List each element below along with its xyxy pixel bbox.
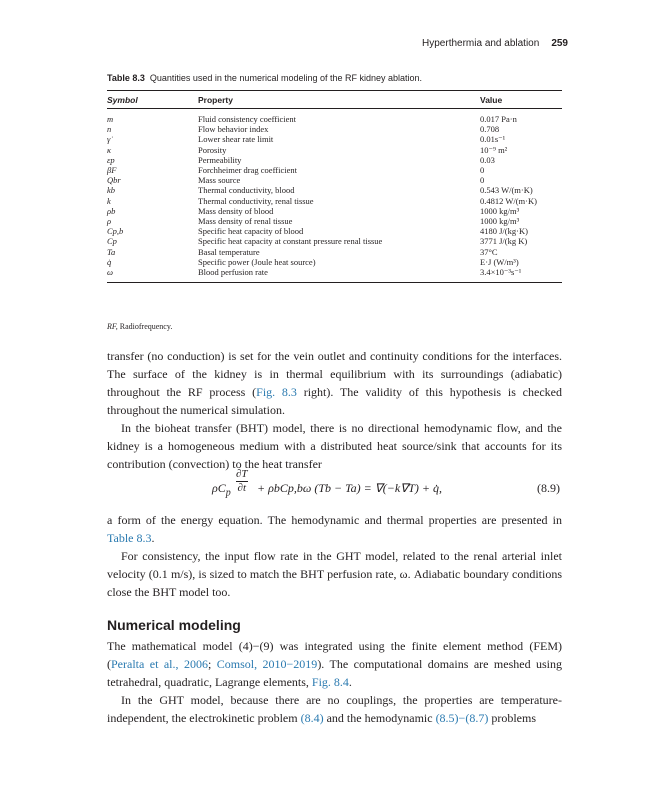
table-header-row bbox=[107, 91, 562, 109]
cell-value: 0 bbox=[480, 165, 485, 176]
equation-subscript: p bbox=[225, 487, 231, 499]
header-symbol: Symbol bbox=[107, 91, 198, 109]
table-row bbox=[107, 206, 562, 216]
paragraph-text: The mathematical model (4)−(9) was integrated using the finite element method (FEM) ( bbox=[107, 639, 562, 671]
equation-link[interactable]: (8.4) bbox=[300, 711, 324, 725]
cell-value: 10⁻⁹ m² bbox=[480, 144, 508, 155]
table-row bbox=[107, 124, 562, 134]
cell-symbol: ρ bbox=[107, 216, 112, 227]
cell-value: 0.708 bbox=[480, 124, 500, 135]
body-text-bottom bbox=[107, 637, 562, 727]
cell-property: Fluid consistency coefficient bbox=[198, 114, 297, 124]
table-row bbox=[107, 134, 562, 144]
paragraph-text: ). The computational domains are meshed using tetrahedral, quadratic, Lagrange elements, bbox=[107, 657, 563, 689]
section-title: Numerical modeling bbox=[107, 617, 241, 633]
cell-property: Mass source bbox=[198, 175, 241, 186]
equation-link[interactable]: (8.5)−(8.7) bbox=[435, 711, 489, 725]
equation-term: ρC bbox=[212, 481, 226, 495]
cell-symbol: Qbr bbox=[107, 175, 121, 186]
cell-value: 0.4812 W/(m·K) bbox=[480, 195, 537, 206]
cell-property: Porosity bbox=[198, 144, 227, 155]
cell-value: 4180 J/(kg·K) bbox=[480, 226, 528, 237]
equation-lhs bbox=[212, 481, 231, 498]
figure-link[interactable]: Fig. 8.4 bbox=[311, 675, 349, 689]
cell-property: Mass density of renal tissue bbox=[198, 216, 293, 227]
cell-symbol: k bbox=[107, 195, 111, 206]
cell-value: 0.01s⁻¹ bbox=[480, 134, 506, 145]
cell-symbol: κ bbox=[107, 144, 112, 155]
cell-value: 1000 kg/m³ bbox=[480, 216, 520, 227]
paragraph: In the bioheat transfer (BHT) model, there is no directional hemodynamic flow, and the kidney is a homogeneous medium with a distributed heat source/sink that accounts for its contribution (convection) to the heat transfer bbox=[107, 421, 562, 471]
table-row bbox=[107, 185, 562, 195]
cell-symbol: m bbox=[107, 114, 114, 124]
cell-value: 0.017 Pa·n bbox=[480, 114, 517, 124]
table-row bbox=[107, 226, 562, 236]
paragraph: For consistency, the input flow rate in the GHT model, related to the renal arterial inlet velocity (0.1 m/s), is sized to match the BHT perfusion rate, ω. Adiabatic boundary conditions close the BHT model too. bbox=[107, 549, 562, 599]
fraction-denominator: ∂t bbox=[237, 482, 247, 494]
paragraph-text: right). The validity of this hypothesis is checked throughout the numerical simulation. bbox=[107, 385, 562, 417]
cell-property: Specific power (Joule heat source) bbox=[198, 256, 316, 267]
cell-value: 37°C bbox=[480, 246, 498, 257]
cell-symbol: kb bbox=[107, 185, 116, 196]
table-row bbox=[107, 175, 562, 185]
cell-symbol: γ̇ bbox=[107, 134, 111, 145]
header-value: Value bbox=[480, 91, 562, 109]
cell-property: Specific heat capacity of blood bbox=[198, 226, 304, 237]
cell-value: 0.03 bbox=[480, 154, 495, 165]
table-link[interactable]: Table 8.3 bbox=[107, 531, 152, 545]
equation-fraction bbox=[236, 468, 248, 495]
running-head bbox=[422, 38, 568, 49]
table-row bbox=[107, 216, 562, 226]
table-caption-label: Table 8.3 bbox=[107, 73, 145, 83]
table-row bbox=[107, 196, 562, 206]
cell-property: Specific heat capacity at constant pressure renal tissue bbox=[198, 236, 383, 247]
cell-value: E·J (W/m³) bbox=[480, 256, 519, 267]
cell-property: Blood perfusion rate bbox=[198, 267, 480, 283]
table-row bbox=[107, 109, 562, 125]
cell-symbol: βF bbox=[107, 165, 117, 176]
paragraph-text: In the GHT model, because there are no couplings, the properties are temperature-independent, the electrokinetic problem bbox=[107, 693, 562, 725]
citation-link[interactable]: Peralta et al., 2006 bbox=[111, 657, 208, 671]
cell-property: Thermal conductivity, renal tissue bbox=[198, 195, 314, 206]
table-row bbox=[107, 247, 562, 257]
fraction-numerator: ∂T bbox=[236, 468, 248, 480]
paragraph bbox=[107, 511, 562, 547]
equation-number: (8.9) bbox=[537, 481, 560, 495]
running-head-title: Hyperthermia and ablation bbox=[422, 38, 540, 49]
table-row bbox=[107, 155, 562, 165]
table-caption-text: Quantities used in the numerical modeling of the RF kidney ablation. bbox=[149, 73, 423, 83]
table-row bbox=[107, 236, 562, 246]
cell-symbol: n bbox=[107, 124, 112, 135]
cell-property: Flow behavior index bbox=[198, 124, 269, 135]
table-footnote bbox=[107, 322, 172, 331]
paragraph-text: problems bbox=[488, 711, 536, 725]
table-caption bbox=[107, 73, 567, 83]
paragraph-text: and the hemodynamic bbox=[323, 711, 436, 725]
cell-property: Mass density of blood bbox=[198, 205, 274, 216]
paragraph bbox=[107, 637, 562, 691]
table-row bbox=[107, 165, 562, 175]
body-text-middle bbox=[107, 511, 562, 601]
cell-symbol: Cp bbox=[107, 236, 117, 247]
header-property: Property bbox=[198, 91, 480, 109]
paragraph-text: a form of the energy equation. The hemodynamic and thermal properties are presented in bbox=[107, 513, 562, 527]
page-number: 259 bbox=[551, 38, 568, 49]
cell-symbol: ω bbox=[107, 267, 198, 283]
cell-value: 0.543 W/(m·K) bbox=[480, 185, 533, 196]
cell-symbol: q̇ bbox=[107, 256, 112, 267]
figure-link[interactable]: Fig. 8.3 bbox=[256, 385, 297, 399]
cell-value: 3.4×10⁻³s⁻¹ bbox=[480, 267, 562, 283]
cell-symbol: Ta bbox=[107, 246, 116, 257]
cell-symbol: Cp,b bbox=[107, 226, 124, 237]
cell-value: 1000 kg/m³ bbox=[480, 205, 520, 216]
table-row bbox=[107, 257, 562, 267]
equation-rhs: + ρbCp,bω (Tb − Ta) = ∇(−k∇T) + q̇, bbox=[257, 481, 443, 495]
equation-8-9 bbox=[107, 468, 562, 502]
quantities-table bbox=[107, 90, 562, 283]
paragraph bbox=[107, 691, 562, 727]
citation-link[interactable]: Comsol, 2010−2019 bbox=[216, 657, 318, 671]
paragraph bbox=[107, 347, 562, 419]
cell-property: Permeability bbox=[198, 154, 242, 165]
footnote-abbreviation: RF, bbox=[107, 322, 118, 331]
cell-property: Thermal conductivity, blood bbox=[198, 185, 295, 196]
cell-value: 0 bbox=[480, 175, 485, 186]
cell-property: Basal temperature bbox=[198, 246, 260, 257]
paragraph-text: ; bbox=[207, 657, 217, 671]
body-text-top bbox=[107, 347, 562, 473]
paragraph-text: transfer (no conduction) is set for the vein outlet and continuity conditions for the interfaces. The surface of the kidney is in thermal equilibrium with its surroundings (adiabatic) throughout the RF process ( bbox=[107, 349, 562, 399]
table-row bbox=[107, 145, 562, 155]
cell-property: Lower shear rate limit bbox=[198, 134, 274, 145]
cell-symbol: ρb bbox=[107, 205, 116, 216]
paragraph-text: . bbox=[151, 531, 155, 545]
paragraph-text: . bbox=[348, 675, 352, 689]
cell-property: Forchheimer drag coefficient bbox=[198, 165, 297, 176]
footnote-text: Radiofrequency. bbox=[119, 322, 173, 331]
cell-value: 3771 J/(kg K) bbox=[480, 236, 528, 247]
cell-symbol: εp bbox=[107, 154, 115, 165]
table-row bbox=[107, 267, 562, 283]
